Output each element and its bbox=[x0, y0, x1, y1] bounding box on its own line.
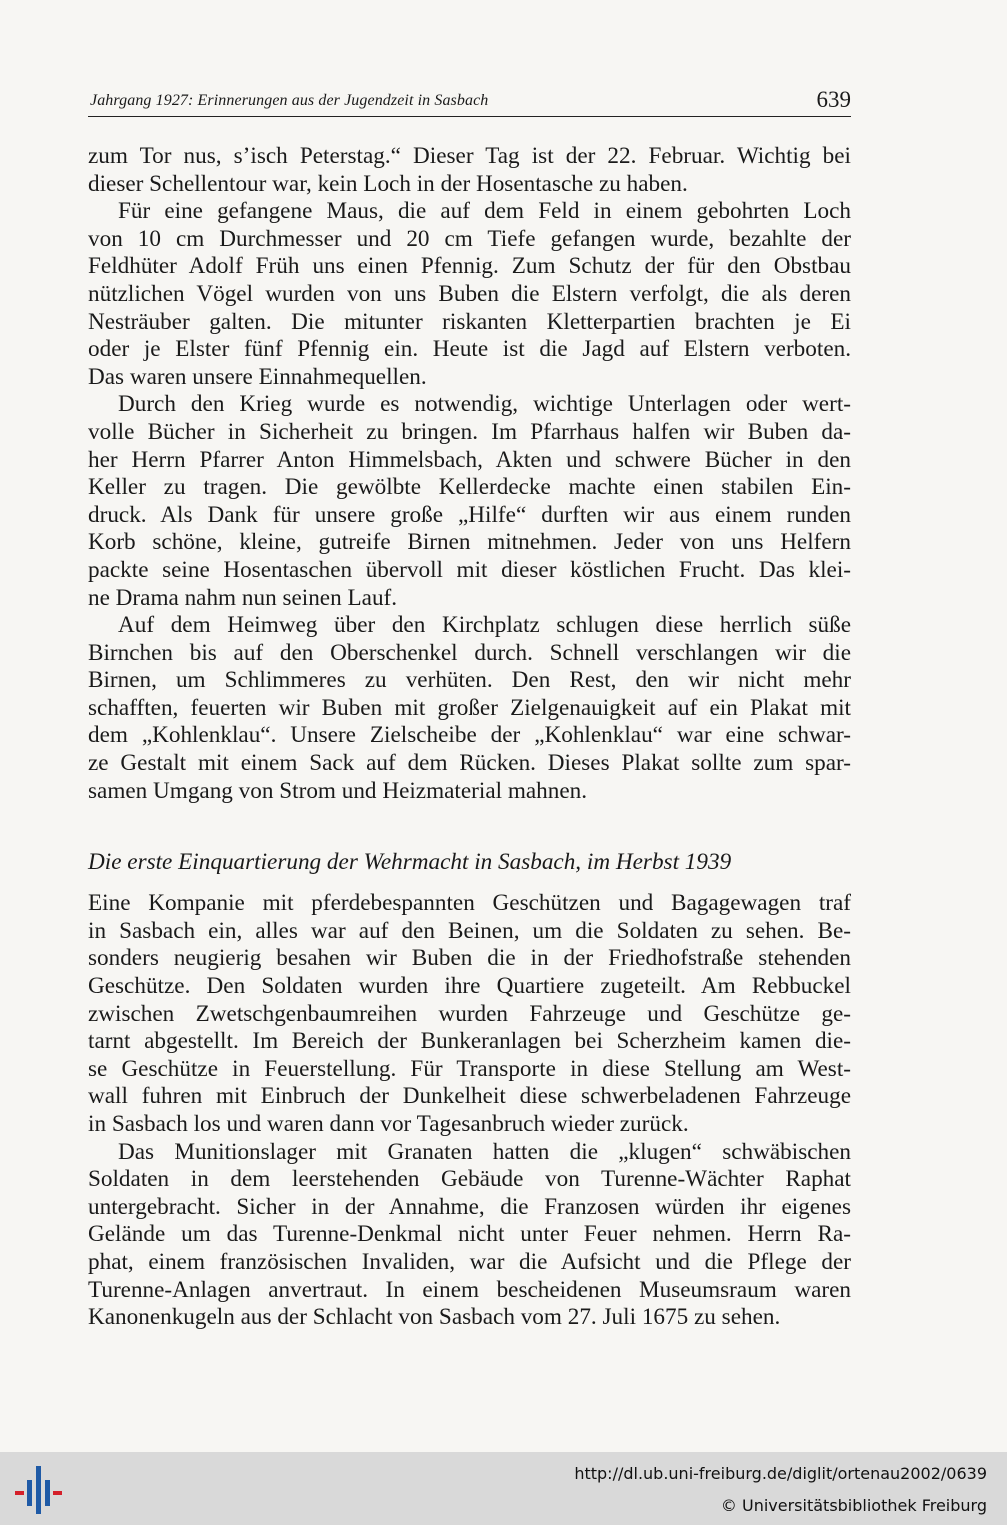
source-url-link[interactable]: http://dl.ub.uni-freiburg.de/diglit/ortenau2002/0639 bbox=[574, 1464, 987, 1483]
text-line: Gelände um das Turenne-Denkmal nicht unter Feuer nehmen. Herrn Ra- bbox=[88, 1221, 851, 1248]
body-text bbox=[88, 143, 851, 1332]
text-line: packte seine Hosentaschen übervoll mit dieser köstlichen Frucht. Das klei- bbox=[88, 556, 851, 583]
text-line: ze Gestalt mit einem Sack auf dem Rücken. Dieses Plakat sollte zum spar- bbox=[88, 750, 851, 777]
running-header bbox=[88, 86, 851, 117]
running-title: Jahrgang 1927: Erinnerungen aus der Jugendzeit in Sasbach bbox=[90, 92, 489, 109]
digital-library-footer bbox=[0, 1452, 1007, 1525]
section-heading: Die erste Einquartierung der Wehrmacht in Sasbach, im Herbst 1939 bbox=[88, 849, 732, 876]
text-line: von 10 cm Durchmesser und 20 cm Tiefe gefangen wurde, bezahlte der bbox=[88, 225, 851, 252]
text-line: Eine Kompanie mit pferdebespannten Geschützen und Bagagewagen traf bbox=[88, 890, 851, 917]
text-line: in Sasbach los und waren dann vor Tagesanbruch wieder zurück. bbox=[88, 1111, 689, 1137]
text-line: dieser Schellentour war, kein Loch in der Hosentasche zu haben. bbox=[88, 170, 688, 197]
text-line: samen Umgang von Strom und Heizmaterial mahnen. bbox=[88, 777, 588, 804]
text-line: Birnen, um Schlimmeres zu verhüten. Den Rest, den wir nicht mehr bbox=[88, 667, 851, 694]
ub-freiburg-logo-icon bbox=[12, 1464, 64, 1516]
text-line: Auf dem Heimweg über den Kirchplatz schlugen diese herrlich süße bbox=[118, 612, 851, 639]
paragraph bbox=[88, 198, 851, 391]
text-line: Soldaten in dem leerstehenden Gebäude von Turenne-Wächter Raphat bbox=[88, 1166, 851, 1193]
text-line: Das waren unsere Einnahmequellen. bbox=[88, 363, 427, 390]
paragraph bbox=[88, 143, 851, 198]
text-line: Das Munitionslager mit Granaten hatten die „klugen“ schwäbischen bbox=[118, 1138, 851, 1165]
text-line: wall fuhren mit Einbruch der Dunkelheit diese schwerbeladenen Fahrzeuge bbox=[88, 1083, 851, 1110]
text-line: zwischen Zwetschgenbaumreihen wurden Fahrzeuge und Geschütze ge- bbox=[88, 1000, 851, 1027]
text-line: se Geschütze in Feuerstellung. Für Transporte in diese Stellung am West- bbox=[88, 1055, 851, 1082]
text-line: Nesträuber galten. Die mitunter riskanten Kletterpartien brachten je Ei bbox=[88, 308, 851, 335]
paragraph bbox=[88, 1139, 851, 1332]
paragraphs-before-section bbox=[88, 143, 851, 805]
text-line: Kanonenkugeln aus der Schlacht von Sasbach vom 27. Juli 1675 zu sehen. bbox=[88, 1304, 781, 1331]
paragraphs-in-section bbox=[88, 890, 851, 1332]
text-line: volle Bücher in Sicherheit zu bringen. Im Pfarrhaus halfen wir Buben da- bbox=[88, 418, 851, 445]
text-line: nützlichen Vögel wurden von uns Buben die Elstern verfolgt, die als deren bbox=[88, 280, 851, 307]
text-line: Korb schöne, kleine, gutreife Birnen mitnehmen. Jeder von uns Helfern bbox=[88, 529, 851, 556]
text-line: phat, einem französischen Invaliden, war die Aufsicht und die Pflege der bbox=[88, 1248, 851, 1275]
text-line: in Sasbach ein, alles war auf den Beinen, um die Soldaten zu sehen. Be- bbox=[88, 917, 851, 944]
text-line: Keller zu tragen. Die gewölbte Kellerdecke machte einen stabilen Ein- bbox=[88, 474, 851, 501]
text-line: untergebracht. Sicher in der Annahme, die Franzosen würden ihr eigenes bbox=[88, 1193, 851, 1220]
text-line: schafften, feuerten wir Buben mit großer Zielgenauigkeit auf ein Plakat mit bbox=[88, 694, 851, 721]
text-line: druck. Als Dank für unsere große „Hilfe“ durften wir aus einem runden bbox=[88, 501, 851, 528]
paragraph bbox=[88, 391, 851, 612]
text-line: Geschütze. Den Soldaten wurden ihre Quartiere zugeteilt. Am Rebbuckel bbox=[88, 973, 851, 1000]
text-line: her Herrn Pfarrer Anton Himmelsbach, Akten und schwere Bücher in den bbox=[88, 446, 851, 473]
paragraph bbox=[88, 890, 851, 1138]
copyright-notice: © Universitätsbibliothek Freiburg bbox=[720, 1496, 987, 1515]
text-line: Feldhüter Adolf Früh uns einen Pfennig. Zum Schutz der für den Obstbau bbox=[88, 253, 851, 280]
text-line: tarnt abgestellt. Im Bereich der Bunkeranlagen bei Scherzheim kamen die- bbox=[88, 1028, 851, 1055]
page-number: 639 bbox=[816, 87, 851, 112]
paragraph bbox=[88, 612, 851, 805]
text-line: oder je Elster fünf Pfennig ein. Heute ist die Jagd auf Elstern verboten. bbox=[88, 336, 851, 363]
text-line: Durch den Krieg wurde es notwendig, wichtige Unterlagen oder wert- bbox=[118, 391, 851, 418]
text-line: dem „Kohlenklau“. Unsere Zielscheibe der „Kohlenklau“ war eine schwar- bbox=[88, 722, 851, 749]
text-line: zum Tor nus, s’isch Peterstag.“ Dieser Tag ist der 22. Februar. Wichtig bei bbox=[88, 143, 851, 169]
text-line: ne Drama nahm nun seinen Lauf. bbox=[88, 584, 398, 611]
text-line: Turenne-Anlagen anvertraut. In einem bescheidenen Museumsraum waren bbox=[88, 1276, 851, 1303]
text-line: Birnchen bis auf den Oberschenkel durch. Schnell verschlangen wir die bbox=[88, 639, 851, 666]
text-line: sonders neugierig besahen wir Buben die in der Friedhofstraße stehenden bbox=[88, 945, 851, 972]
text-line: Für eine gefangene Maus, die auf dem Feld in einem gebohrten Loch bbox=[118, 198, 851, 225]
